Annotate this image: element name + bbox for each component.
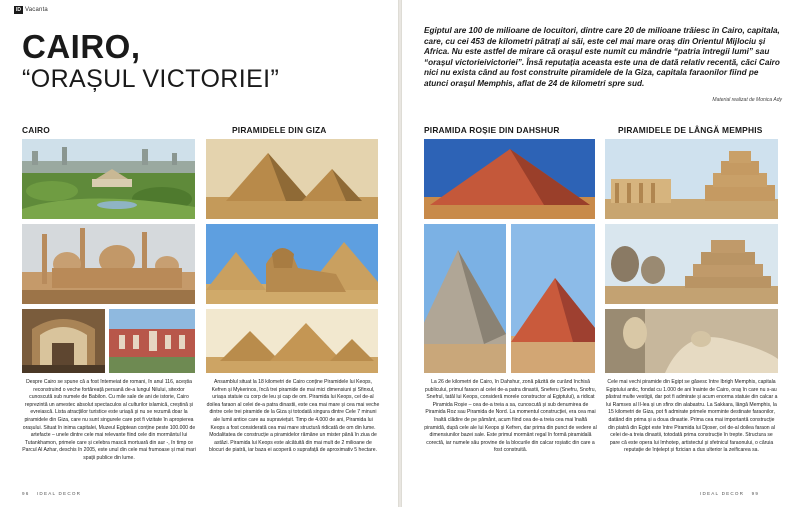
intro-paragraph: Egiptul are 100 de milioane de locuitori, dintre care 20 de milioane trăiesc în Cairo, capitala, care, cu cei 453 de kilometri pătrați ai săi, este cel mai mare oraș din Orientul Mijlociu și Africa. Nu este astfel de mirare că orașul este numit cu mândrie “patria întregii lumi” sau “orașul victorieivictoriei”. Însă reputația aceasta este una de dată relativ recentă, căci Cairo nici nu exista când au fost construite piramidele de la Giza, capitala faraonilor fiind pe atunci orașul Memphis, aflat de 24 de kilometri spre sud. [424,26,780,88]
photo-step-pyramid [605,224,778,304]
heading-dahshur: PIRAMIDA ROȘIE DIN DAHSHUR [424,125,560,135]
photo-giza-pyramids [206,139,378,219]
author-credit: Material realizat de Monica Ady [712,97,782,103]
footer-right [700,491,759,496]
heading-giza: PIRAMIDELE DIN GIZA [232,125,327,135]
text-cairo: Despre Cairo se spune că a fost întemeiat de romani, în anul 116, aceștia reconstruind o veche fortăreață persană de-a lungul Nilului, sitextor cunoscută sub numele de Babilon. Cu mile sale de ani de istorie, Cairo reprezintă un amestec absolut spectaculos al culturilor islamică, creștină și evreiască. Lista atracțiilor turistice este uriașă și nu se rezumă doar la piramidele din Giza, care nu sunt singurele care pot fi vizitate în apropierea orașului. Situat în inima capitalei, Muzeul Egiptean conține peste 100.000 de artefacte – unele dintre cele mai relevante fiind cele din mormântul lui Tutankhamon, primele care și celebra mască mortuară din aur -, în timp ce Parcul Al Azhar, deschis în 2005, este unul din cele mai frumoase și mai mari spații publice din lume. [22,379,196,461]
logo-mark-icon: ID [16,7,21,13]
title-line-2: “ORAȘUL VICTORIEI” [22,65,280,93]
section-label: Vacanta [25,7,48,13]
photo-djoser-pyramid [605,139,778,219]
text-giza: Ansamblul situat la 18 kilometri de Cairo conține Piramidele lui Keops, Kefren și Mykerinos, încă trei piramide de mai mici dimensiuni și Sfinxul, uriașa statuie cu corp de leu și cap de om. Piramida lui Keops, cel de-al doilea faraon al celei de-a patra dinastii, este cea mai mare și cea mai veche dintre cele trei piramide de la Giza și totodată singura dintre Cele 7 minuni ale lumii antice care au supraviețuit. Timp de 4.000 de ani, Piramida lui Keops a fost considerată cea mai mare structură ridicată de om din lume. Modalitatea de construcție a piramidelor rămâne un mister până în ziua de astăzi. Piramida lui Keops este alcătuită din mai mult de 2 milioane de blocuri de piatră, iar baza ei acoperă o suprafață de aproximativ 5 hectare. [206,379,380,454]
heading-memphis: PIRAMIDELE DE LÂNGĂ MEMPHIS [618,125,763,135]
photo-sphinx [206,224,378,304]
article-title [22,30,382,94]
page-number-right: 99 [751,491,760,496]
photo-cairo-mosques [22,224,195,304]
footer-brand-left: IDEAL DECOR [36,491,82,496]
footer-brand-right: IDEAL DECOR [700,491,745,496]
title-line-1: CAIRO, [22,28,141,65]
photo-red-pyramid-wide [424,139,595,219]
photo-red-pyramid-left [424,224,506,373]
magazine-logo [14,6,48,14]
photo-ramses-statue [605,309,778,373]
text-dahshur: La 26 de kilometri de Cairo, în Dahshur, zonă păzită de curând închisă publicului, primul faraon al celei de-a patra dinastii, Sneferu (Snefru, Snofru, Snefrul, tatăl lui Keops, consideră morele constructor al Egiptului), a ridicat Piramida Roșie – cea de-a treia a sa, cunoscută și sub denumirea de Piramida Roz sau Piramida de Nord. La momentul construcției, era cea mai înaltă clădire de pe pământ, acum fiind cea de-a treia cea mai înaltă piramidă, după cele ale lui Keops și Kefren, dar prima din punct de vedere al dimensiunilor bazei sale. Este primul mormânt regal în formă piramidală corectă, iar numele său provine de la blocurile din calcar roșiatic din care a fost construită. [424,379,597,454]
text-memphis: Cele mai vechi piramide din Egipt se găsesc între Ibrigh Memphis, capitala Egiptului antic, fondat cu 1.000 de ani înainte de Cairo, oraș în care nu s-au păstrat multe vestigii, dar pot fi admirate și acum enorma statuie din calcar a lui Ramses al II-lea și un sfinx din alabastru. La Sakkara, lângă Memphis, la 15 kilometri de Giza, pot fi admirate primele morminte destinate faraonilor, datând din prima și a doua dinastie. Prima cea mai importantă construcție din piatră din Egipt este între Piramida lui Djoser, cel de-al doilea faraon al celei de-a treia dinastii, totodată prima construcție în trepte. Structura se pare că este opera lui Imhotep, artistectul și sfetnicul faraonului, o căruia reputație de înțelept și fizician a dus ulterior la zeificarea sa. [605,379,778,454]
photo-museum-exterior [109,309,195,373]
photo-giza-panorama [206,309,378,373]
footer-left [22,491,81,496]
page-number-left: 96 [22,491,30,496]
heading-cairo: CAIRO [22,125,50,135]
photo-cairo-park [22,139,195,219]
photo-red-pyramid-right [511,224,595,373]
left-page [0,0,398,507]
photo-egyptian-museum [22,309,105,373]
